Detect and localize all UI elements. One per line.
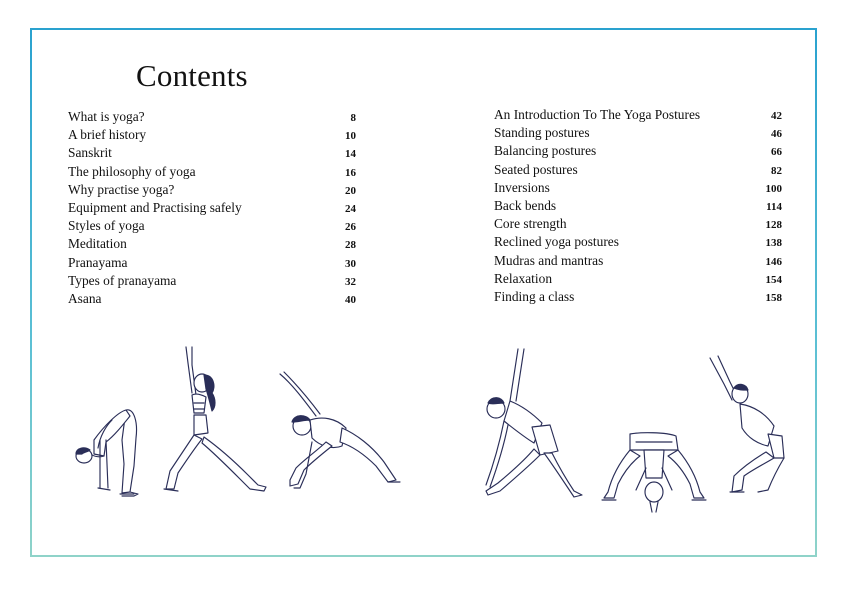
toc-entry-page: 16 [345, 166, 356, 179]
toc-entry[interactable] [494, 106, 782, 124]
wide-leg-fold-figure [600, 428, 710, 516]
toc-entry-page: 46 [771, 128, 782, 141]
toc-entry[interactable] [68, 108, 356, 126]
toc-entry-page: 138 [765, 237, 782, 250]
toc-entry[interactable] [68, 272, 356, 290]
toc-entry-label: Types of pranayama [68, 272, 177, 288]
warrior-pose-figure [158, 343, 270, 498]
toc-entry-label: Finding a class [494, 288, 575, 304]
toc-entry-page: 10 [345, 130, 356, 143]
triangle-pose-figure [470, 345, 590, 499]
toc-entry-page: 100 [765, 182, 782, 195]
toc-entry[interactable] [494, 215, 782, 233]
toc-entry-page: 42 [771, 110, 782, 122]
toc-entry-label: Balancing postures [494, 143, 597, 159]
toc-entry[interactable] [494, 197, 782, 215]
toc-entry-page: 30 [345, 257, 356, 270]
toc-entry-label: Sanskrit [68, 145, 112, 161]
toc-entry[interactable] [494, 233, 782, 251]
toc-entry[interactable] [494, 142, 782, 160]
toc-entry-page: 8 [350, 112, 356, 124]
toc-entry[interactable] [68, 181, 356, 199]
toc-entry-label: Standing postures [494, 125, 590, 141]
toc-entry-label: The philosophy of yoga [68, 163, 196, 179]
contents-title: Contents [136, 58, 248, 93]
toc-entry-label: Seated postures [494, 161, 578, 177]
forward-bend-figure [64, 396, 146, 500]
toc-entry-label: Pranayama [68, 254, 128, 270]
toc-entry-label: Inversions [494, 179, 550, 195]
toc-entry[interactable] [494, 124, 782, 142]
toc-entry[interactable] [494, 179, 782, 197]
toc-left-column [68, 108, 356, 308]
chair-pose-figure [700, 354, 796, 496]
toc-entry-label: A brief history [68, 127, 147, 143]
toc-entry-label: Meditation [68, 236, 127, 252]
toc-entry-label: What is yoga? [68, 109, 145, 124]
toc-entry[interactable] [68, 126, 356, 144]
toc-entry[interactable] [68, 217, 356, 235]
toc-entry-label: Equipment and Practising safely [68, 199, 242, 215]
toc-entry[interactable] [494, 252, 782, 270]
toc-entry-label: Relaxation [494, 270, 553, 286]
toc-entry-label: Reclined yoga postures [494, 234, 619, 250]
toc-entry[interactable] [68, 199, 356, 217]
toc-entry-page: 146 [765, 255, 782, 268]
toc-right-column [494, 106, 782, 306]
toc-entry[interactable] [494, 161, 782, 179]
toc-entry-label: Asana [68, 290, 102, 306]
toc-entry-page: 66 [771, 146, 782, 159]
toc-entry-label: An Introduction To The Yoga Postures [494, 107, 701, 122]
toc-entry-page: 82 [771, 164, 782, 177]
toc-entry-page: 32 [345, 275, 356, 288]
toc-entry[interactable] [68, 254, 356, 272]
toc-entry-page: 20 [345, 184, 356, 197]
toc-entry-page: 40 [345, 293, 356, 306]
toc-entry-page: 26 [345, 221, 356, 234]
toc-entry[interactable] [68, 144, 356, 162]
toc-entry-label: Back bends [494, 197, 557, 213]
toc-entry-page: 114 [766, 200, 782, 213]
toc-entry-page: 24 [345, 202, 356, 215]
toc-entry[interactable] [494, 270, 782, 288]
toc-entry-page: 28 [345, 239, 356, 252]
toc-entry-label: Mudras and mantras [494, 252, 604, 268]
toc-entry-label: Why practise yoga? [68, 181, 175, 197]
toc-entry-page: 14 [345, 148, 356, 161]
toc-entry[interactable] [68, 235, 356, 253]
toc-entry-label: Styles of yoga [68, 218, 145, 234]
toc-entry[interactable] [68, 290, 356, 308]
toc-entry-page: 158 [765, 291, 782, 304]
toc-entry[interactable] [494, 288, 782, 306]
toc-entry-label: Core strength [494, 216, 567, 232]
toc-entry[interactable] [68, 163, 356, 181]
side-angle-figure [276, 370, 402, 498]
toc-entry-page: 128 [765, 219, 782, 232]
toc-entry-page: 154 [765, 273, 782, 286]
